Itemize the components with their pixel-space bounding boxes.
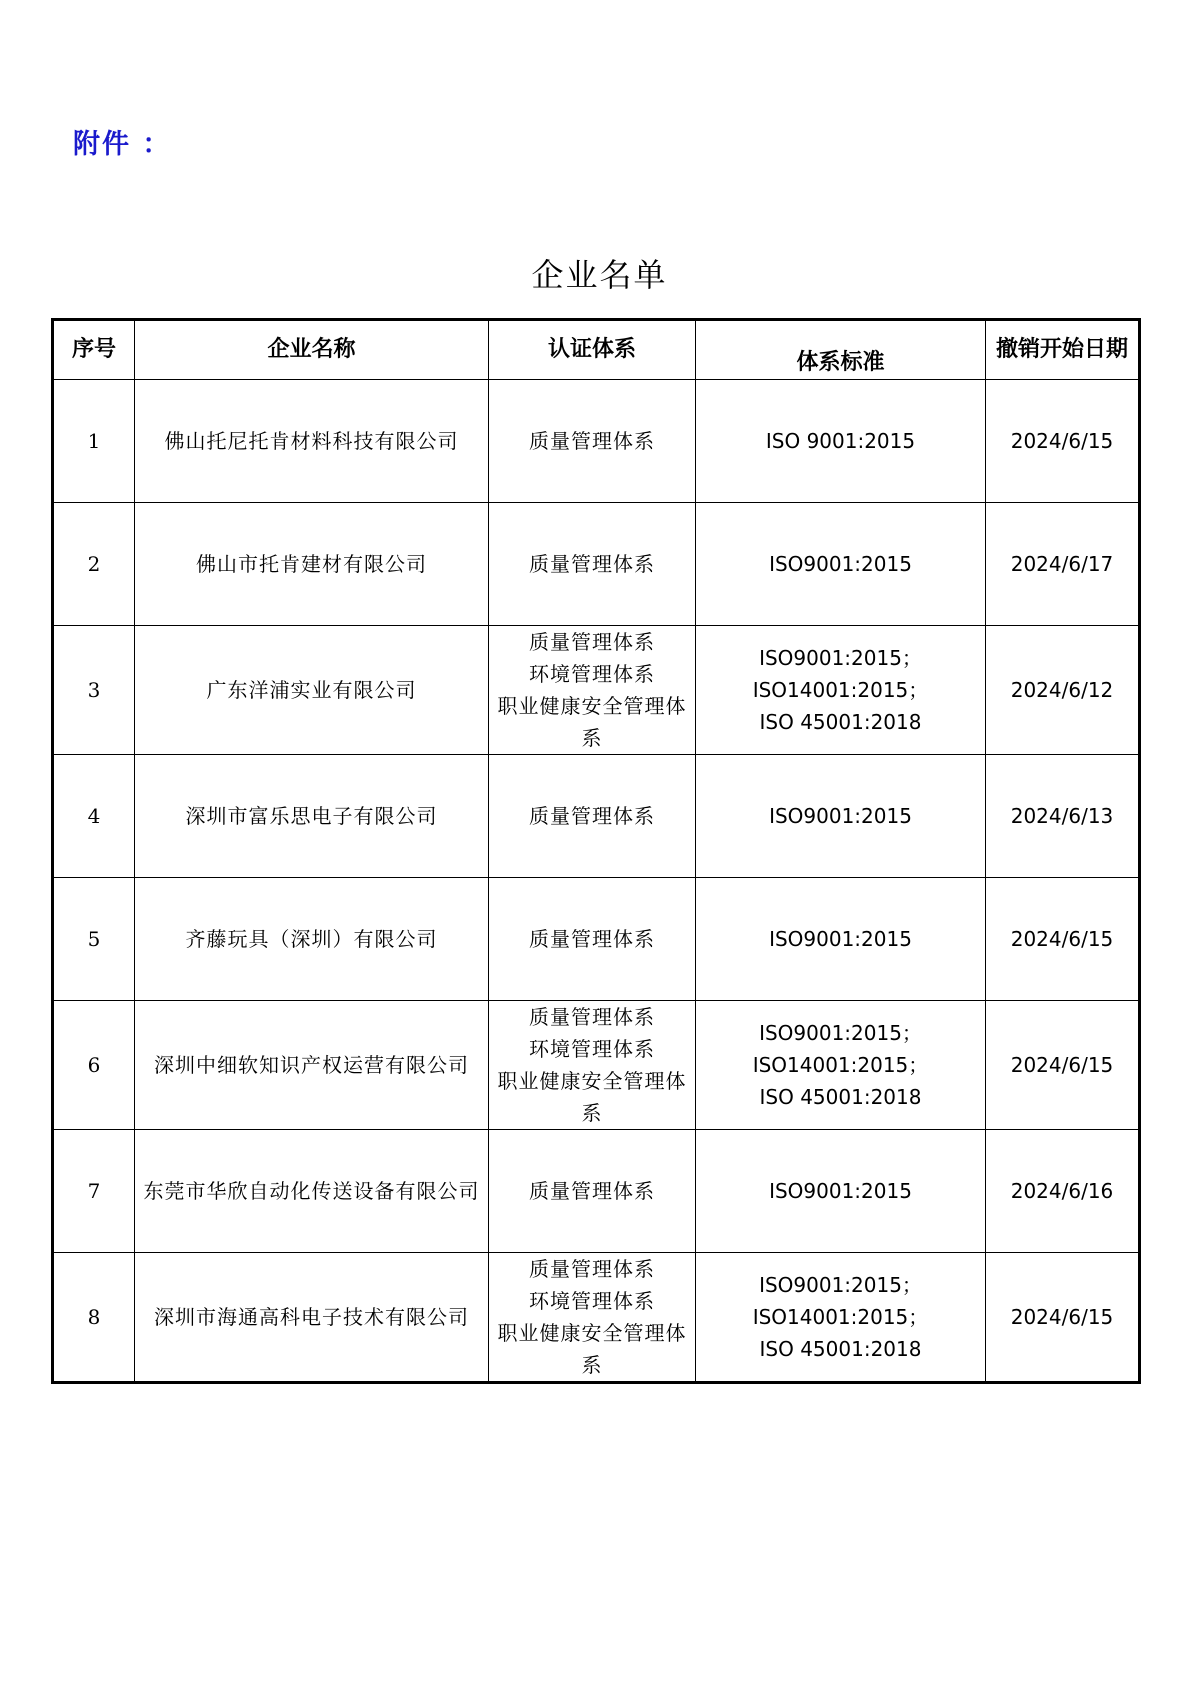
- row-standard: [696, 755, 986, 878]
- standard-line: ISO9001:2015；: [759, 1021, 922, 1045]
- standard-line: ISO14001:2015；: [752, 1053, 929, 1077]
- header-date: 撤销开始日期: [986, 320, 1140, 380]
- table-row: [53, 1001, 1140, 1130]
- table-header-row: [53, 320, 1140, 380]
- cert-system-line: 职业健康安全管理体系: [497, 694, 687, 750]
- row-revoke-date: 2024/6/13: [986, 755, 1140, 878]
- standard-line: ISO9001:2015: [769, 552, 912, 576]
- table-row: [53, 1253, 1140, 1383]
- row-standard: [696, 380, 986, 503]
- row-cert-system: [489, 1001, 696, 1130]
- row-seq: 4: [53, 755, 135, 878]
- row-cert-system: [489, 1253, 696, 1383]
- row-revoke-date: 2024/6/12: [986, 626, 1140, 755]
- table-body: [53, 380, 1140, 1383]
- table-row: [53, 1130, 1140, 1253]
- row-seq: 5: [53, 878, 135, 1001]
- row-company-name: 佛山市托肯建材有限公司: [135, 503, 489, 626]
- row-revoke-date: 2024/6/15: [986, 1001, 1140, 1130]
- standard-line: ISO 9001:2015: [765, 429, 916, 453]
- row-seq: 8: [53, 1253, 135, 1383]
- row-seq: 2: [53, 503, 135, 626]
- cert-system-line: 环境管理体系: [529, 1289, 655, 1313]
- row-revoke-date: 2024/6/17: [986, 503, 1140, 626]
- cert-system-line: 质量管理体系: [529, 429, 655, 453]
- row-company-name: 东莞市华欣自动化传送设备有限公司: [135, 1130, 489, 1253]
- row-revoke-date: 2024/6/15: [986, 878, 1140, 1001]
- row-revoke-date: 2024/6/15: [986, 380, 1140, 503]
- row-company-name: 深圳市富乐思电子有限公司: [135, 755, 489, 878]
- header-name: 企业名称: [135, 320, 489, 380]
- standard-line: ISO9001:2015；: [759, 1273, 922, 1297]
- row-revoke-date: 2024/6/15: [986, 1253, 1140, 1383]
- row-cert-system: [489, 503, 696, 626]
- header-standard: 体系标准: [696, 320, 986, 380]
- table-row: [53, 626, 1140, 755]
- standard-line: ISO9001:2015: [769, 1179, 912, 1203]
- row-standard: [696, 503, 986, 626]
- row-standard: [696, 626, 986, 755]
- standard-line: ISO 45001:2018: [759, 710, 922, 734]
- cert-system-line: 环境管理体系: [529, 1037, 655, 1061]
- row-standard: [696, 1253, 986, 1383]
- row-company-name: 深圳中细软知识产权运营有限公司: [135, 1001, 489, 1130]
- cert-system-line: 职业健康安全管理体系: [497, 1321, 687, 1377]
- attachment-label: 附件 ：: [73, 129, 172, 160]
- cert-system-line: 质量管理体系: [529, 552, 655, 576]
- cert-system-line: 质量管理体系: [529, 1257, 655, 1281]
- row-company-name: 广东洋浦实业有限公司: [135, 626, 489, 755]
- row-standard: [696, 1001, 986, 1130]
- standard-line: ISO 45001:2018: [759, 1337, 922, 1361]
- row-seq: 3: [53, 626, 135, 755]
- row-seq: 7: [53, 1130, 135, 1253]
- row-company-name: 齐藤玩具（深圳）有限公司: [135, 878, 489, 1001]
- row-cert-system: [489, 380, 696, 503]
- table-row: [53, 503, 1140, 626]
- standard-line: ISO9001:2015；: [759, 646, 922, 670]
- cert-system-line: 质量管理体系: [529, 1005, 655, 1029]
- cert-system-line: 质量管理体系: [529, 804, 655, 828]
- standard-line: ISO9001:2015: [769, 804, 912, 828]
- row-seq: 6: [53, 1001, 135, 1130]
- row-company-name: 佛山托尼托肯材料科技有限公司: [135, 380, 489, 503]
- standard-line: ISO14001:2015；: [752, 1305, 929, 1329]
- table-row: [53, 755, 1140, 878]
- page-title: 企业名单: [531, 256, 668, 294]
- enterprise-table: [51, 318, 1141, 1384]
- row-seq: 1: [53, 380, 135, 503]
- header-system: 认证体系: [489, 320, 696, 380]
- cert-system-line: 环境管理体系: [529, 662, 655, 686]
- standard-line: ISO14001:2015；: [752, 678, 929, 702]
- table-row: [53, 878, 1140, 1001]
- cert-system-line: 职业健康安全管理体系: [497, 1069, 687, 1125]
- row-revoke-date: 2024/6/16: [986, 1130, 1140, 1253]
- row-standard: [696, 878, 986, 1001]
- cert-system-line: 质量管理体系: [529, 630, 655, 654]
- row-company-name: 深圳市海通高科电子技术有限公司: [135, 1253, 489, 1383]
- row-cert-system: [489, 755, 696, 878]
- row-cert-system: [489, 626, 696, 755]
- row-standard: [696, 1130, 986, 1253]
- row-cert-system: [489, 1130, 696, 1253]
- cert-system-line: 质量管理体系: [529, 1179, 655, 1203]
- standard-line: ISO 45001:2018: [759, 1085, 922, 1109]
- standard-line: ISO9001:2015: [769, 927, 912, 951]
- cert-system-line: 质量管理体系: [529, 927, 655, 951]
- header-seq: 序号: [53, 320, 135, 380]
- row-cert-system: [489, 878, 696, 1001]
- table-row: [53, 380, 1140, 503]
